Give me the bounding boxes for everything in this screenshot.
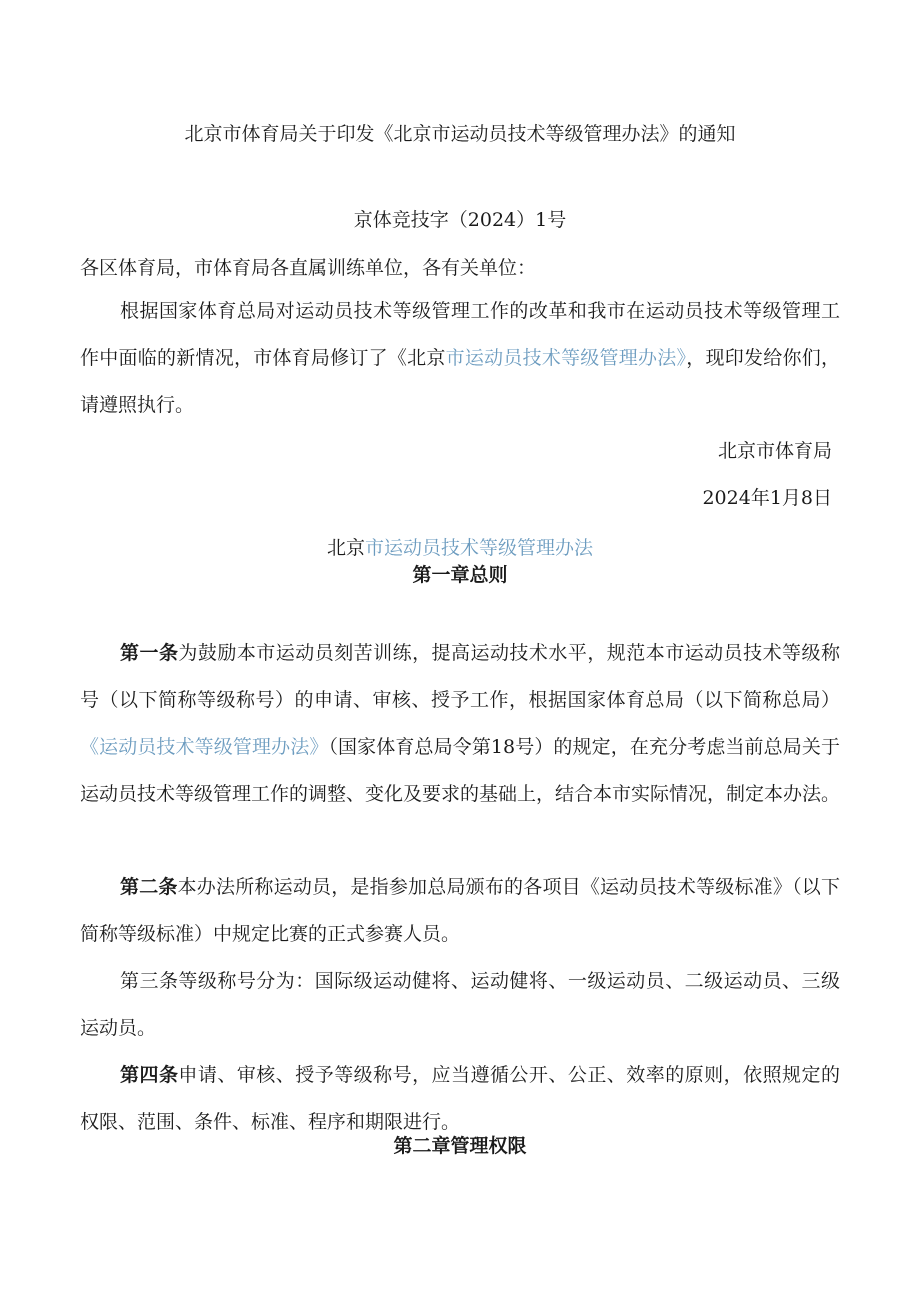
article-4 [80,1052,840,1146]
regulation-title [0,536,920,560]
document-number: 京体竞技字（2024）1号 [353,209,567,231]
regulation-title-link[interactable]: 市运动员技术等级管理办法 [365,537,594,559]
notice-date: 2024年1月8日 [702,487,832,509]
article-2 [80,864,840,958]
article-4-label: 第四条 [120,1064,179,1086]
notice-body [80,288,840,429]
article-1-label: 第一条 [120,642,179,664]
notice-body-tail: ，现印发给你们，请遵照执行。 [80,347,840,416]
notice-title: 北京市体育局关于印发《北京市运动员技术等级管理办法》的通知 [184,123,736,145]
article-4-text: 申请、审核、授予等级称号，应当遵循公开、公正、效率的原则，依照规定的权限、范围、条件、标准、程序和期限进行。 [80,1064,840,1133]
notice-body-text: 根据国家体育总局对运动员技术等级管理工作的改革和我市在运动员技术等级管理工作中面临的新情况，市体育局修订了《北京 [80,300,840,369]
salutation: 各区体育局，市体育局各直属训练单位，各有关单位： [80,257,537,279]
article-1-text: 为鼓励本市运动员刻苦训练，提高运动技术水平，规范本市运动员技术等级称号（以下简称等级称号）的申请、审核、授予工作，根据国家体育总局（以下简称总局） [80,642,840,711]
regulation-link[interactable]: 市运动员技术等级管理办法》 [445,347,687,369]
national-regulation-link[interactable]: 《运动员技术等级管理办法》 [80,736,329,758]
article-2-label: 第二条 [120,876,178,898]
chapter-2-heading: 第二章管理权限 [393,1135,527,1157]
signature: 北京市体育局 [717,440,832,462]
regulation-title-prefix: 北京 [326,537,365,559]
article-1-text-tail: （国家体育总局令第18号）的规定，在充分考虑当前总局关于运动员技术等级管理工作的调整、变化及要求的基础上，结合本市实际情况，制定本办法。 [80,736,841,805]
article-1 [80,630,840,818]
chapter-1-heading: 第一章总则 [412,564,508,586]
article-2-text: 本办法所称运动员，是指参加总局颁布的各项目《运动员技术等级标准》（以下简称等级标准）中规定比赛的正式参赛人员。 [80,876,840,945]
article-3: 第三条等级称号分为：国际级运动健将、运动健将、一级运动员、二级运动员、三级运动员。 [80,970,840,1039]
